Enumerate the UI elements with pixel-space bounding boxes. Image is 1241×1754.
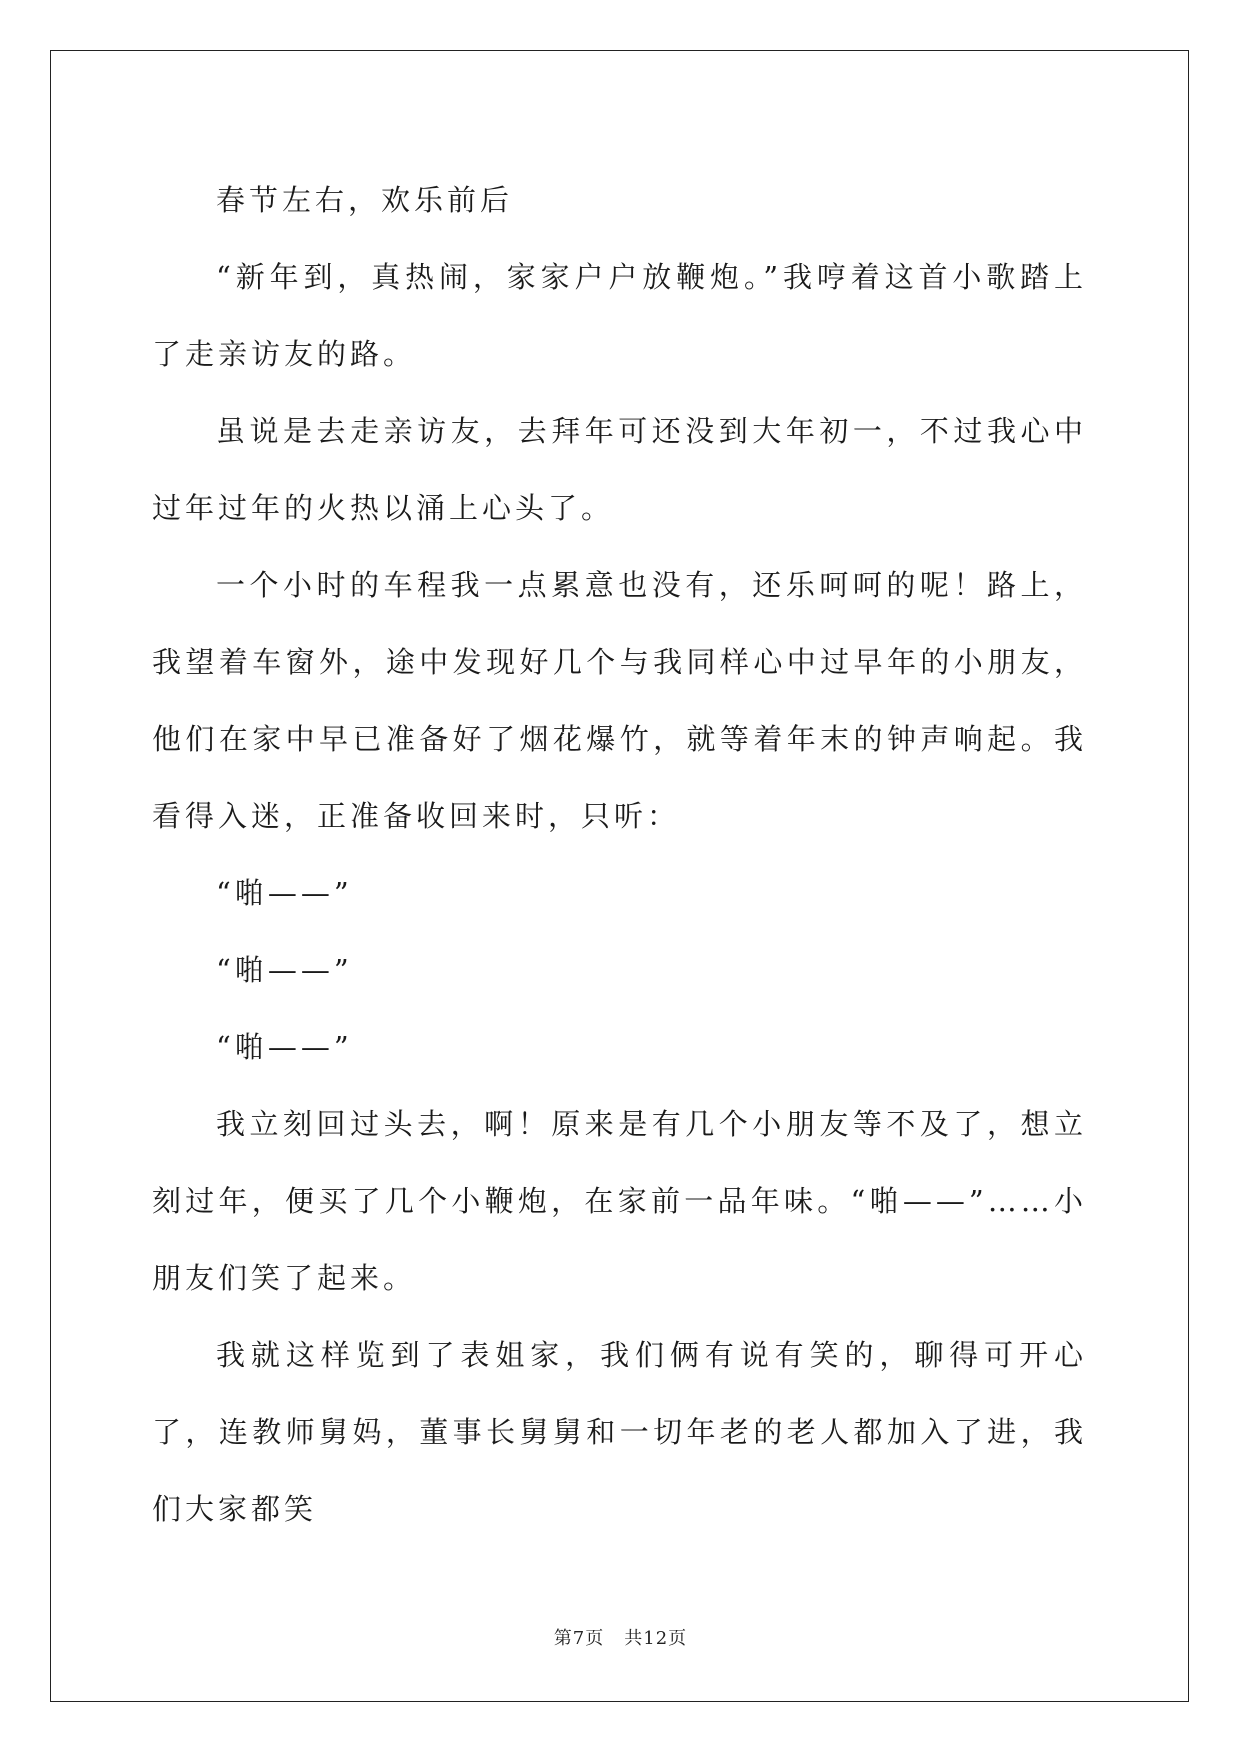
total-pages-label: 共12页	[624, 1628, 688, 1649]
paragraph-title: 春节左右，欢乐前后	[216, 183, 514, 217]
paragraph: “新年到，真热闹，家家户户放鞭炮。”我哼着这首小歌踏上了走亲访友的路。	[152, 260, 1087, 371]
paragraph-sound: “啪——”	[216, 953, 353, 987]
paragraph: 虽说是去走亲访友，去拜年可还没到大年初一，不过我心中过年过年的火热以涌上心头了。	[152, 414, 1087, 525]
page-number-footer	[0, 1624, 1241, 1650]
paragraph-sound: “啪——”	[216, 1030, 353, 1064]
paragraph-sound: “啪——”	[216, 876, 353, 910]
paragraph: 我就这样览到了表姐家，我们俩有说有笑的，聊得可开心了，连教师舅妈，董事长舅舅和一切年老的老人都加入了进，我们大家都笑	[152, 1338, 1087, 1526]
paragraph: 我立刻回过头去，啊！原来是有几个小朋友等不及了，想立刻过年，便买了几个小鞭炮，在家前一品年味。“啪——”……小朋友们笑了起来。	[152, 1107, 1087, 1295]
current-page-label: 第7页	[553, 1628, 605, 1649]
document-body	[152, 162, 1087, 1548]
paragraph: 一个小时的车程我一点累意也没有，还乐呵呵的呢！路上，我望着车窗外，途中发现好几个与我同样心中过早年的小朋友，他们在家中早已准备好了烟花爆竹，就等着年末的钟声响起。我看得入迷，正准备收回来时，只听：	[152, 568, 1087, 833]
